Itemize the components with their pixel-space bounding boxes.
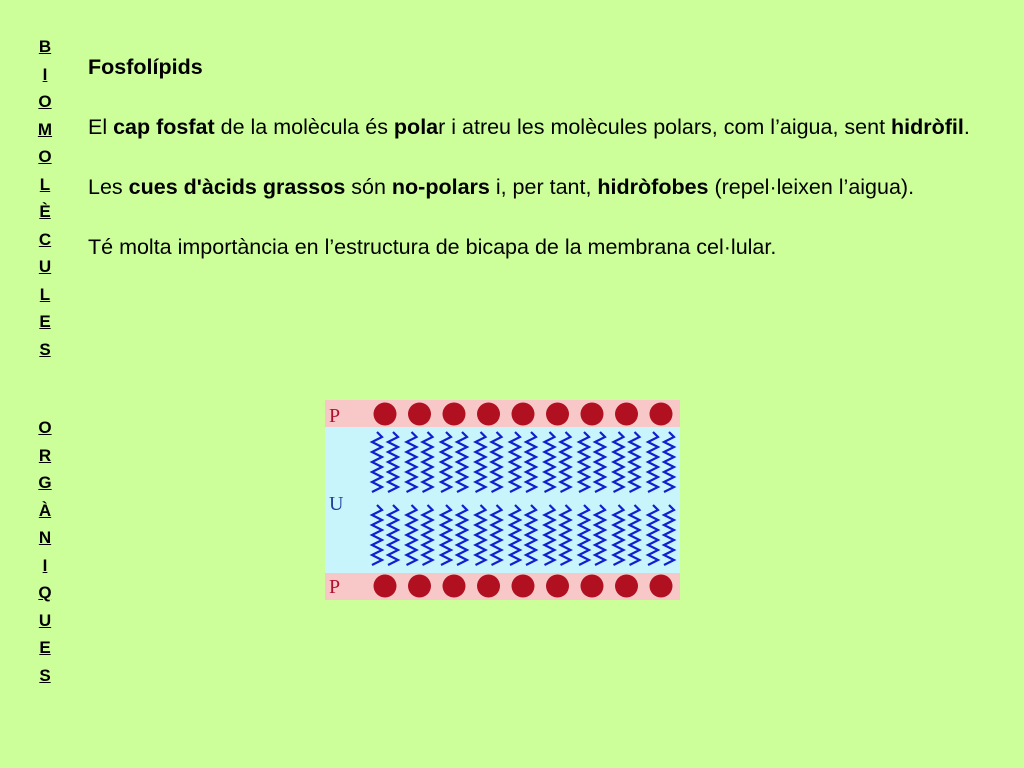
paragraph-bilayer: Té molta importància en l’estructura de bicapa de la membrana cel·lular. (88, 235, 777, 259)
phosphate-head (443, 575, 466, 598)
vertical-letter: Q (38, 583, 52, 602)
slide-content (88, 52, 988, 292)
vertical-letter: N (38, 528, 52, 547)
text-fragment: . (963, 115, 970, 139)
bold-term: no-polars (391, 175, 490, 199)
bold-term: cues d'àcids grassos (128, 175, 346, 199)
phosphate-head (546, 403, 569, 426)
phosphate-head (477, 575, 500, 598)
vertical-letter: E (39, 638, 51, 657)
vertical-letter: O (38, 418, 52, 437)
phosphate-head (374, 403, 397, 426)
phosphate-head (581, 403, 604, 426)
vertical-letter: À (38, 500, 52, 520)
label-u-middle: U (329, 493, 344, 515)
text-fragment: són (345, 175, 392, 199)
text-fragment: (repel·leixen l’aigua). (708, 175, 915, 199)
vertical-letter: G (38, 473, 52, 492)
paragraph-polar-head (88, 112, 988, 142)
vertical-letter: L (39, 174, 51, 194)
vertical-letter: M (37, 119, 53, 139)
phosphate-head (650, 403, 673, 426)
phosphate-head (408, 403, 431, 426)
phosphate-head (512, 403, 535, 426)
vertical-letter: S (39, 339, 51, 359)
vertical-letter: È (39, 202, 51, 221)
water-region (325, 400, 680, 600)
bold-term: pola (393, 115, 439, 139)
phosphate-head (477, 403, 500, 426)
label-p-top: P (329, 405, 341, 427)
vertical-letter: E (39, 312, 51, 331)
bold-term: cap fosfat (113, 115, 215, 139)
phosphate-head (443, 403, 466, 426)
vertical-letter: O (38, 92, 52, 111)
phosphate-head (650, 575, 673, 598)
text-fragment: El (88, 115, 114, 139)
vertical-letter: L (39, 284, 51, 304)
vertical-letter: C (38, 229, 52, 249)
vertical-letter: I (42, 555, 48, 575)
vertical-letter: R (38, 445, 52, 465)
phosphate-head (615, 403, 638, 426)
vertical-letter: I (42, 64, 48, 84)
bold-term: hidròfobes (597, 175, 709, 199)
vertical-word-organiques (30, 414, 60, 689)
slide-title: Fosfolípids (88, 55, 203, 79)
vertical-letter: B (38, 37, 52, 56)
paragraph-nonpolar-tails (88, 172, 988, 202)
label-p-bottom: P (329, 576, 341, 598)
text-fragment: Les (88, 175, 129, 199)
phosphate-head (546, 575, 569, 598)
phosphate-head (374, 575, 397, 598)
phosphate-head (512, 575, 535, 598)
text-fragment: r i atreu les molècules polars, com l’aigua, sent (438, 115, 892, 139)
phosphate-head (408, 575, 431, 598)
phospholipid-bilayer-diagram (325, 400, 680, 600)
vertical-letter: U (38, 257, 52, 276)
bold-term: hidròfil (891, 115, 964, 139)
phosphate-head (615, 575, 638, 598)
vertical-letter: S (39, 665, 51, 685)
text-fragment: de la molècula és (214, 115, 394, 139)
vertical-word-biomolecules (30, 33, 60, 363)
text-fragment: i, per tant, (489, 175, 598, 199)
vertical-letter: U (38, 610, 52, 630)
vertical-letter: O (38, 147, 52, 166)
phosphate-head (581, 575, 604, 598)
